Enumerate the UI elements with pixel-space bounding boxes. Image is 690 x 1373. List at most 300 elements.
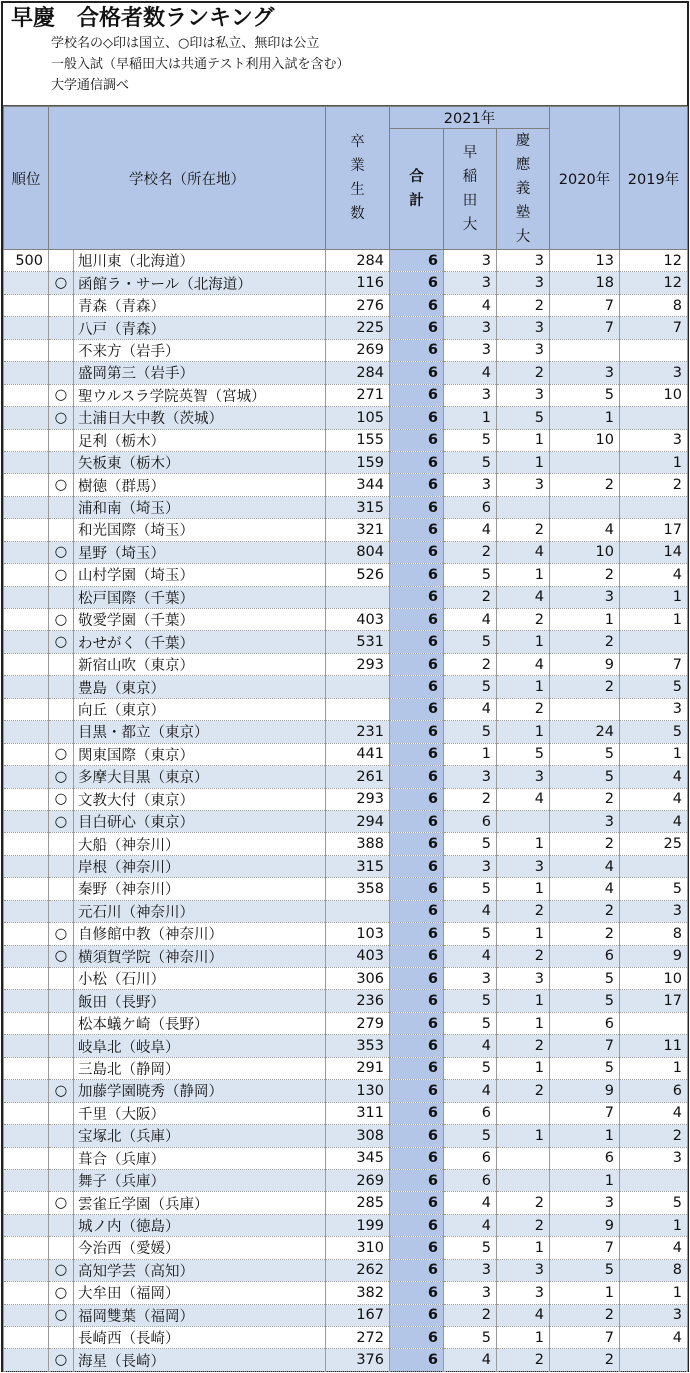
rank-cell — [4, 990, 49, 1012]
rank-cell — [4, 609, 49, 631]
school-name-cell: 城ノ内（徳島） — [74, 1214, 326, 1236]
table-row — [4, 250, 688, 272]
rank-cell — [4, 362, 49, 384]
school-name-cell: 青森（青森） — [74, 294, 326, 316]
year-2020-cell: 1 — [550, 1282, 620, 1304]
total-cell: 6 — [390, 407, 444, 429]
school-type-mark — [49, 586, 74, 608]
school-type-mark: ○ — [49, 564, 74, 586]
keio-cell: 1 — [497, 923, 550, 945]
graduates-cell: 262 — [326, 1259, 390, 1281]
table-row — [4, 272, 688, 294]
school-name-cell: 舞子（兵庫） — [74, 1169, 326, 1191]
keio-cell: 3 — [497, 855, 550, 877]
year-2019-cell: 3 — [620, 362, 688, 384]
year-2019-cell: 1 — [620, 743, 688, 765]
school-type-mark: ○ — [49, 923, 74, 945]
waseda-cell: 2 — [444, 1304, 497, 1326]
rank-cell — [4, 407, 49, 429]
year-2020-cell — [550, 451, 620, 473]
waseda-cell: 4 — [444, 698, 497, 720]
year-2019-cell: 4 — [620, 1327, 688, 1349]
school-name-cell: 松戸国際（千葉） — [74, 586, 326, 608]
school-type-mark — [49, 362, 74, 384]
graduates-cell: 271 — [326, 384, 390, 406]
waseda-cell: 3 — [444, 250, 497, 272]
graduates-cell: 353 — [326, 1035, 390, 1057]
graduates-cell: 403 — [326, 609, 390, 631]
year-2019-cell: 5 — [620, 721, 688, 743]
waseda-cell: 5 — [444, 1327, 497, 1349]
total-cell: 6 — [390, 698, 444, 720]
school-name-cell: 旭川東（北海道） — [74, 250, 326, 272]
keio-cell: 1 — [497, 1237, 550, 1259]
header-school: 学校名（所在地） — [49, 107, 326, 250]
year-2019-cell — [620, 631, 688, 653]
waseda-cell: 5 — [444, 429, 497, 451]
graduates-cell: 272 — [326, 1327, 390, 1349]
year-2019-cell: 11 — [620, 1035, 688, 1057]
keio-cell: 1 — [497, 631, 550, 653]
school-type-mark: ○ — [49, 945, 74, 967]
graduates-cell: 103 — [326, 923, 390, 945]
year-2019-cell: 7 — [620, 317, 688, 339]
school-name-cell: 大船（神奈川） — [74, 833, 326, 855]
note-exam-type: 一般入試（早稲田大は共通テスト利用入試を含む） — [51, 57, 350, 72]
waseda-cell: 6 — [444, 496, 497, 518]
waseda-cell: 1 — [444, 743, 497, 765]
total-cell: 6 — [390, 1237, 444, 1259]
total-cell: 6 — [390, 272, 444, 294]
graduates-cell: 199 — [326, 1214, 390, 1236]
table-row — [4, 1102, 688, 1124]
rank-cell — [4, 1169, 49, 1191]
rank-cell — [4, 586, 49, 608]
waseda-cell: 4 — [444, 900, 497, 922]
header-waseda: 早 稲 田 大 — [444, 129, 497, 250]
year-2020-cell: 6 — [550, 945, 620, 967]
year-2020-cell: 6 — [550, 1147, 620, 1169]
total-cell: 6 — [390, 384, 444, 406]
graduates-cell: 376 — [326, 1349, 390, 1371]
header-rank: 順位 — [4, 107, 49, 250]
school-type-mark — [49, 317, 74, 339]
school-type-mark: ○ — [49, 384, 74, 406]
keio-cell: 1 — [497, 451, 550, 473]
year-2019-cell: 4 — [620, 1102, 688, 1124]
graduates-cell: 293 — [326, 788, 390, 810]
year-2019-cell: 14 — [620, 541, 688, 563]
keio-cell: 2 — [497, 362, 550, 384]
page-title: 早慶 合格者数ランキング — [11, 6, 275, 31]
graduates-cell: 269 — [326, 339, 390, 361]
year-2020-cell: 1 — [550, 1169, 620, 1191]
table-row — [4, 968, 688, 990]
year-2020-cell: 24 — [550, 721, 620, 743]
year-2020-cell: 3 — [550, 1192, 620, 1214]
table-row — [4, 362, 688, 384]
header-year-2019: 2019年 — [620, 107, 688, 250]
total-cell: 6 — [390, 923, 444, 945]
waseda-cell: 4 — [444, 1214, 497, 1236]
table-row — [4, 1012, 688, 1034]
school-type-mark: ○ — [49, 1080, 74, 1102]
year-2020-cell: 9 — [550, 1214, 620, 1236]
waseda-cell: 4 — [444, 362, 497, 384]
table-row — [4, 810, 688, 832]
total-cell: 6 — [390, 1057, 444, 1079]
table-row — [4, 384, 688, 406]
total-cell: 6 — [390, 1125, 444, 1147]
keio-cell: 5 — [497, 407, 550, 429]
rank-cell — [4, 272, 49, 294]
total-cell: 6 — [390, 990, 444, 1012]
table-row — [4, 1304, 688, 1326]
year-2019-cell — [620, 407, 688, 429]
keio-cell: 2 — [497, 900, 550, 922]
rank-cell — [4, 900, 49, 922]
graduates-cell: 284 — [326, 362, 390, 384]
rank-cell — [4, 698, 49, 720]
school-name-cell: 敬愛学園（千葉） — [74, 609, 326, 631]
graduates-cell — [326, 586, 390, 608]
graduates-cell: 279 — [326, 1012, 390, 1034]
table-row — [4, 1080, 688, 1102]
total-cell: 6 — [390, 766, 444, 788]
year-2020-cell: 1 — [550, 1125, 620, 1147]
school-name-cell: 横須賀学院（神奈川） — [74, 945, 326, 967]
year-2019-cell: 1 — [620, 1057, 688, 1079]
rank-cell — [4, 1057, 49, 1079]
graduates-cell: 291 — [326, 1057, 390, 1079]
year-2020-cell: 2 — [550, 923, 620, 945]
keio-cell: 2 — [497, 1080, 550, 1102]
graduates-cell: 403 — [326, 945, 390, 967]
graduates-cell: 441 — [326, 743, 390, 765]
table-row — [4, 1327, 688, 1349]
year-2020-cell: 2 — [550, 1304, 620, 1326]
total-cell: 6 — [390, 900, 444, 922]
school-type-mark — [49, 1125, 74, 1147]
graduates-cell: 105 — [326, 407, 390, 429]
school-type-mark — [49, 294, 74, 316]
year-2020-cell: 9 — [550, 1080, 620, 1102]
school-type-mark — [49, 1057, 74, 1079]
year-2019-cell: 5 — [620, 1192, 688, 1214]
school-type-mark: ○ — [49, 609, 74, 631]
year-2019-cell: 3 — [620, 429, 688, 451]
rank-cell — [4, 878, 49, 900]
year-2019-cell: 8 — [620, 294, 688, 316]
school-name-cell: 和光国際（埼玉） — [74, 519, 326, 541]
rank-cell — [4, 1282, 49, 1304]
rank-cell — [4, 541, 49, 563]
table-row — [4, 990, 688, 1012]
table-row — [4, 945, 688, 967]
keio-cell: 3 — [497, 339, 550, 361]
rank-cell — [4, 1147, 49, 1169]
rank-cell — [4, 1125, 49, 1147]
school-type-mark: ○ — [49, 743, 74, 765]
waseda-cell: 6 — [444, 810, 497, 832]
total-cell: 6 — [390, 631, 444, 653]
school-name-cell: 樹徳（群馬） — [74, 474, 326, 496]
keio-cell: 4 — [497, 788, 550, 810]
total-cell: 6 — [390, 721, 444, 743]
table-row — [4, 1125, 688, 1147]
year-2020-cell: 4 — [550, 519, 620, 541]
waseda-cell: 3 — [444, 317, 497, 339]
school-type-mark: ○ — [49, 1259, 74, 1281]
rank-cell — [4, 1214, 49, 1236]
waseda-cell: 2 — [444, 586, 497, 608]
total-cell: 6 — [390, 317, 444, 339]
keio-cell: 2 — [497, 519, 550, 541]
total-cell: 6 — [390, 878, 444, 900]
keio-cell: 1 — [497, 564, 550, 586]
graduates-cell: 344 — [326, 474, 390, 496]
graduates-cell — [326, 698, 390, 720]
school-type-mark — [49, 1169, 74, 1191]
graduates-cell: 269 — [326, 1169, 390, 1191]
total-cell: 6 — [390, 250, 444, 272]
year-2020-cell — [550, 496, 620, 518]
keio-cell: 1 — [497, 878, 550, 900]
school-type-mark — [49, 968, 74, 990]
graduates-cell: 261 — [326, 766, 390, 788]
school-name-cell: 岐阜北（岐阜） — [74, 1035, 326, 1057]
waseda-cell: 5 — [444, 1125, 497, 1147]
total-cell: 6 — [390, 1192, 444, 1214]
keio-cell — [497, 496, 550, 518]
waseda-cell: 3 — [444, 384, 497, 406]
table-row — [4, 743, 688, 765]
waseda-cell: 3 — [444, 855, 497, 877]
rank-cell — [4, 564, 49, 586]
total-cell: 6 — [390, 1349, 444, 1371]
keio-cell: 3 — [497, 1259, 550, 1281]
school-type-mark — [49, 1012, 74, 1034]
total-cell: 6 — [390, 1214, 444, 1236]
waseda-cell: 5 — [444, 676, 497, 698]
school-name-cell: 多摩大目黒（東京） — [74, 766, 326, 788]
year-2020-cell: 5 — [550, 1057, 620, 1079]
table-row — [4, 317, 688, 339]
rank-cell — [4, 1192, 49, 1214]
graduates-cell: 345 — [326, 1147, 390, 1169]
table-row — [4, 1147, 688, 1169]
year-2019-cell: 1 — [620, 586, 688, 608]
waseda-cell: 5 — [444, 451, 497, 473]
graduates-cell: 308 — [326, 1125, 390, 1147]
total-cell: 6 — [390, 968, 444, 990]
table-row — [4, 1237, 688, 1259]
school-type-mark — [49, 1035, 74, 1057]
rank-cell — [4, 743, 49, 765]
rank-cell — [4, 653, 49, 675]
table-body — [4, 250, 688, 1372]
waseda-cell: 3 — [444, 272, 497, 294]
total-cell: 6 — [390, 855, 444, 877]
year-2020-cell: 7 — [550, 317, 620, 339]
year-2020-cell: 5 — [550, 384, 620, 406]
year-2019-cell: 12 — [620, 250, 688, 272]
year-2020-cell: 7 — [550, 294, 620, 316]
keio-cell: 1 — [497, 721, 550, 743]
waseda-cell: 5 — [444, 631, 497, 653]
year-2019-cell: 17 — [620, 990, 688, 1012]
keio-cell: 4 — [497, 1304, 550, 1326]
rank-cell — [4, 429, 49, 451]
keio-cell: 3 — [497, 384, 550, 406]
waseda-cell: 5 — [444, 990, 497, 1012]
waseda-cell: 3 — [444, 1259, 497, 1281]
table-row — [4, 294, 688, 316]
school-type-mark — [49, 1102, 74, 1124]
school-name-cell: 星野（埼玉） — [74, 541, 326, 563]
rank-cell — [4, 384, 49, 406]
school-type-mark: ○ — [49, 1304, 74, 1326]
school-name-cell: 加藤学園暁秀（静岡） — [74, 1080, 326, 1102]
note-source: 大学通信調べ — [51, 78, 130, 93]
total-cell: 6 — [390, 496, 444, 518]
waseda-cell: 5 — [444, 878, 497, 900]
school-name-cell: 三島北（静岡） — [74, 1057, 326, 1079]
graduates-cell: 804 — [326, 541, 390, 563]
table-row — [4, 519, 688, 541]
year-2020-cell: 5 — [550, 990, 620, 1012]
year-2019-cell: 10 — [620, 968, 688, 990]
school-name-cell: 岸根（神奈川） — [74, 855, 326, 877]
total-cell: 6 — [390, 833, 444, 855]
rank-cell — [4, 766, 49, 788]
total-cell: 6 — [390, 519, 444, 541]
waseda-cell: 1 — [444, 407, 497, 429]
school-type-mark — [49, 250, 74, 272]
keio-cell: 3 — [497, 766, 550, 788]
school-name-cell: 長崎西（長崎） — [74, 1327, 326, 1349]
year-2019-cell: 1 — [620, 1214, 688, 1236]
rank-cell — [4, 1327, 49, 1349]
waseda-cell: 6 — [444, 1147, 497, 1169]
graduates-cell: 531 — [326, 631, 390, 653]
rank-cell — [4, 496, 49, 518]
ranking-document — [1, 1, 689, 1372]
keio-cell: 1 — [497, 990, 550, 1012]
year-2019-cell: 3 — [620, 900, 688, 922]
school-name-cell: 不来方（岩手） — [74, 339, 326, 361]
note-legend: 学校名の◇印は国立、○印は私立、無印は公立 — [51, 36, 320, 51]
school-name-cell: 宝塚北（兵庫） — [74, 1125, 326, 1147]
keio-cell: 1 — [497, 1012, 550, 1034]
school-name-cell: 土浦日大中教（茨城） — [74, 407, 326, 429]
total-cell: 6 — [390, 676, 444, 698]
year-2020-cell: 1 — [550, 407, 620, 429]
keio-cell: 4 — [497, 653, 550, 675]
rank-cell: 500 — [4, 250, 49, 272]
total-cell: 6 — [390, 1259, 444, 1281]
year-2020-cell: 2 — [550, 631, 620, 653]
waseda-cell: 6 — [444, 1169, 497, 1191]
total-cell: 6 — [390, 1102, 444, 1124]
school-type-mark — [49, 721, 74, 743]
waseda-cell: 3 — [444, 968, 497, 990]
year-2019-cell: 10 — [620, 384, 688, 406]
year-2020-cell: 7 — [550, 1035, 620, 1057]
table-row — [4, 721, 688, 743]
rank-cell — [4, 317, 49, 339]
total-cell: 6 — [390, 1147, 444, 1169]
table-row — [4, 878, 688, 900]
keio-cell: 2 — [497, 1349, 550, 1371]
table-row — [4, 833, 688, 855]
school-name-cell: 向丘（東京） — [74, 698, 326, 720]
table-row — [4, 788, 688, 810]
waseda-cell: 4 — [444, 1349, 497, 1371]
keio-cell: 2 — [497, 1035, 550, 1057]
waseda-cell: 4 — [444, 1192, 497, 1214]
table-row — [4, 1259, 688, 1281]
table-row — [4, 855, 688, 877]
rank-cell — [4, 631, 49, 653]
year-2019-cell: 2 — [620, 474, 688, 496]
keio-cell: 4 — [497, 586, 550, 608]
graduates-cell: 315 — [326, 496, 390, 518]
school-type-mark — [49, 1147, 74, 1169]
school-name-cell: 新宿山吹（東京） — [74, 653, 326, 675]
rank-cell — [4, 833, 49, 855]
school-name-cell: 千里（大阪） — [74, 1102, 326, 1124]
school-type-mark — [49, 496, 74, 518]
rank-cell — [4, 968, 49, 990]
graduates-cell: 311 — [326, 1102, 390, 1124]
year-2020-cell: 13 — [550, 250, 620, 272]
rank-cell — [4, 1102, 49, 1124]
keio-cell: 2 — [497, 294, 550, 316]
school-type-mark — [49, 990, 74, 1012]
school-name-cell: 八戸（青森） — [74, 317, 326, 339]
school-name-cell: 函館ラ・サール（北海道） — [74, 272, 326, 294]
school-name-cell: 今治西（愛媛） — [74, 1237, 326, 1259]
keio-cell: 1 — [497, 1057, 550, 1079]
school-name-cell: 目黒・都立（東京） — [74, 721, 326, 743]
rank-cell — [4, 1035, 49, 1057]
table-row — [4, 407, 688, 429]
school-type-mark: ○ — [49, 1349, 74, 1371]
total-cell: 6 — [390, 1035, 444, 1057]
waseda-cell: 3 — [444, 766, 497, 788]
table-row — [4, 541, 688, 563]
graduates-cell: 388 — [326, 833, 390, 855]
table-header — [4, 107, 688, 250]
school-name-cell: 葺合（兵庫） — [74, 1147, 326, 1169]
rank-cell — [4, 1259, 49, 1281]
year-2020-cell: 4 — [550, 878, 620, 900]
graduates-cell: 310 — [326, 1237, 390, 1259]
waseda-cell: 4 — [444, 945, 497, 967]
waseda-cell: 5 — [444, 923, 497, 945]
year-2020-cell: 2 — [550, 564, 620, 586]
school-type-mark — [49, 900, 74, 922]
year-2020-cell: 7 — [550, 1327, 620, 1349]
waseda-cell: 5 — [444, 1237, 497, 1259]
school-type-mark: ○ — [49, 1282, 74, 1304]
table-row — [4, 1282, 688, 1304]
graduates-cell: 321 — [326, 519, 390, 541]
year-2019-cell: 1 — [620, 1282, 688, 1304]
school-type-mark — [49, 1327, 74, 1349]
table-row — [4, 1057, 688, 1079]
